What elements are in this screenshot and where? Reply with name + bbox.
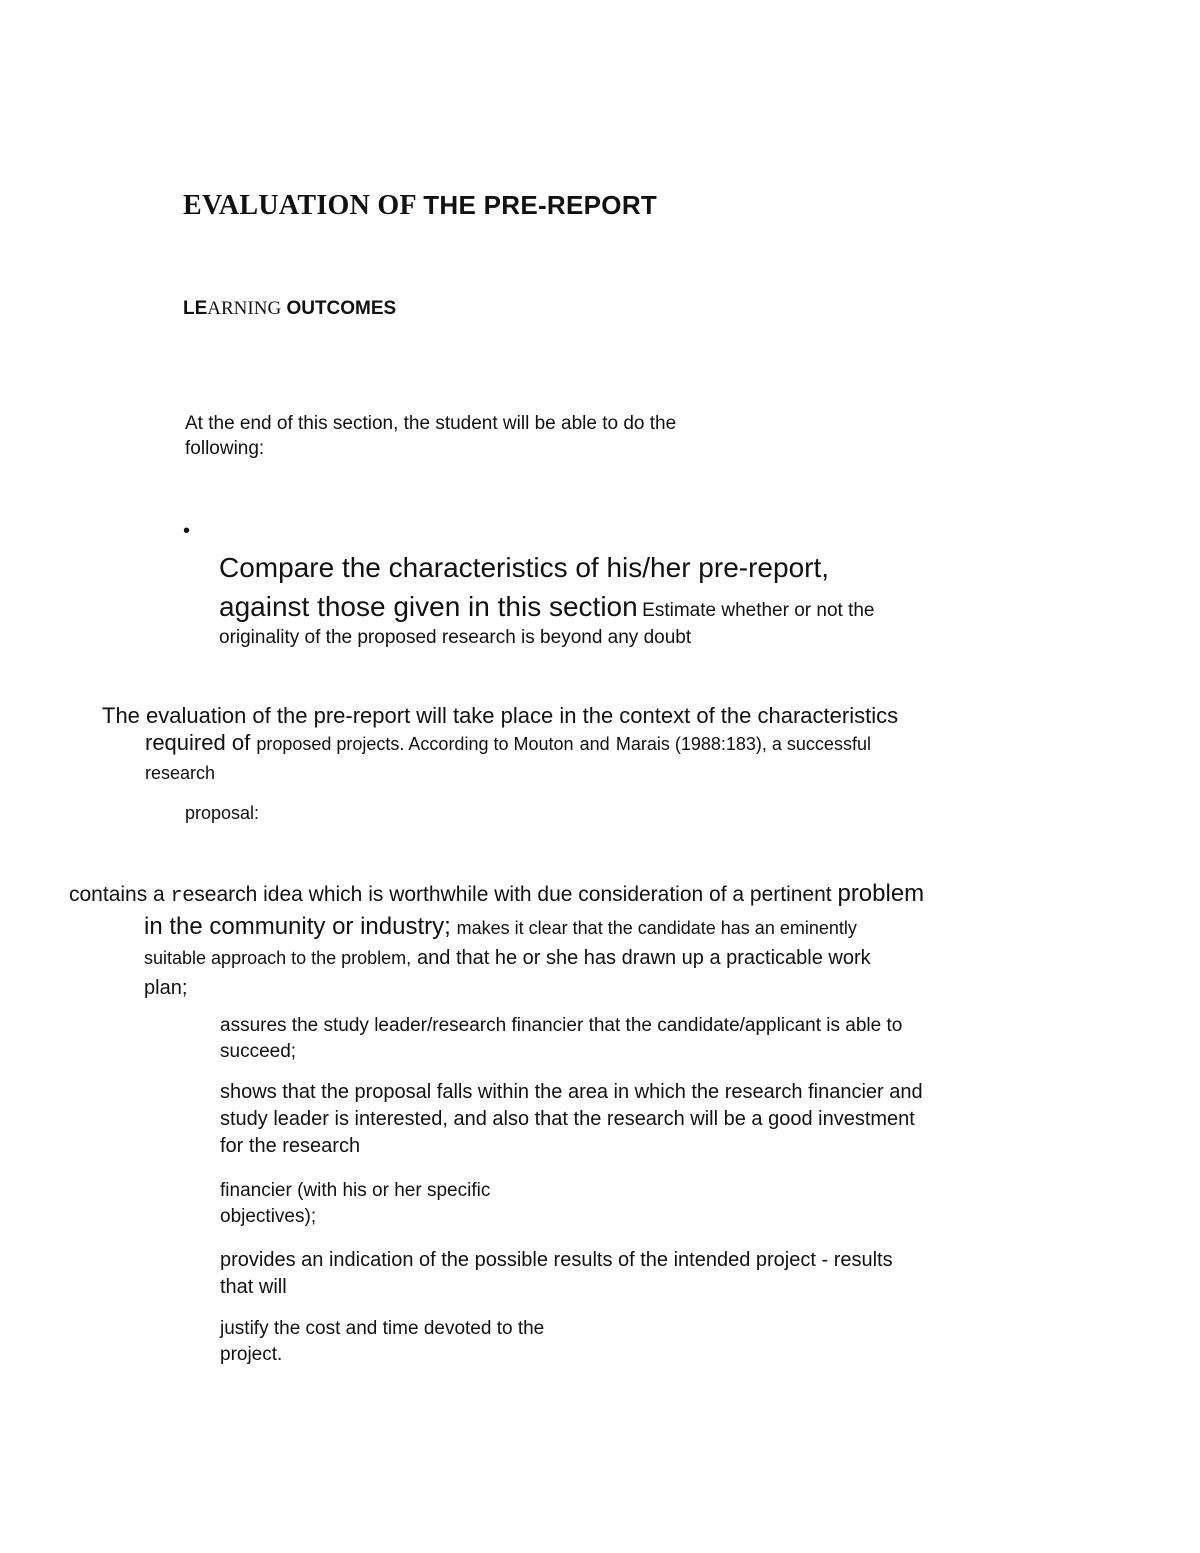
req1-line-4: plan;: [144, 977, 188, 999]
paragraph-line-1: The evaluation of the pre-report will take place in the context of the characteristics: [102, 703, 899, 728]
intro-paragraph: [185, 411, 676, 461]
title-serif-part: EVALUATION OF: [183, 190, 416, 221]
requirement-item-1: [69, 879, 924, 1003]
req5-line-2: that will: [220, 1276, 287, 1298]
requirement-item-3: [220, 1079, 923, 1160]
outcome-item: [219, 551, 875, 651]
paragraph-required: required: [145, 730, 226, 755]
outcome-line-1: Compare the characteristics of his/her pre-report,: [219, 552, 830, 583]
req1-contains: contains a: [69, 883, 171, 906]
paragraph-and: and: [579, 734, 610, 754]
requirement-item-6: [220, 1316, 544, 1368]
intro-line-2: following:: [185, 438, 265, 459]
requirement-item-4: [220, 1178, 490, 1230]
section-heading: [183, 298, 396, 320]
paragraph-line-2a: proposed projects. According to Mouton: [256, 734, 574, 754]
req1-mono-letter: r: [170, 885, 183, 908]
req2-line-1: assures the study leader/research financier that the candidate/applicant is able to: [220, 1015, 903, 1036]
req3-line-2: study leader is interested, and also that the research will be a good investment: [220, 1108, 915, 1130]
requirement-item-2: [220, 1013, 902, 1065]
intro-line-1: At the end of this section, the student will be able to do the: [185, 413, 677, 434]
paragraph-line-2b: Marais (1988:183), a successful: [615, 734, 871, 754]
bullet-icon: •: [183, 520, 191, 542]
req2-line-2: succeed;: [220, 1041, 297, 1062]
outcome-line-3: originality of the proposed research is beyond any doubt: [219, 627, 692, 648]
title-sans-part: THE PRE-REPORT: [423, 190, 658, 220]
outcome-line-2-small: Estimate whether or not the: [642, 600, 875, 621]
paragraph-line-3: research: [145, 763, 216, 783]
subhead-outcomes: OUTCOMES: [286, 298, 397, 319]
outcome-line-2-big: against those given in this section: [219, 591, 638, 622]
req3-line-3: for the research: [220, 1135, 361, 1157]
paragraph-of: of: [231, 730, 251, 755]
req1-line-1: esearch idea which is worthwhile with due consideration of a pertinent: [182, 883, 832, 906]
subhead-arning: ARNING: [207, 298, 282, 319]
subhead-le: LE: [183, 298, 208, 319]
req5-line-1: provides an indication of the possible results of the intended project - results: [220, 1249, 893, 1271]
req6-line-2: project.: [220, 1344, 283, 1365]
context-paragraph: [102, 702, 898, 787]
requirement-item-5: [220, 1247, 893, 1301]
proposal-label: proposal:: [185, 803, 260, 823]
req1-line-2-big: in the community or industry;: [144, 913, 451, 940]
req6-line-1: justify the cost and time devoted to the: [220, 1318, 545, 1339]
req1-line-2-small: makes it clear that the candidate has an eminently: [456, 918, 857, 938]
req1-line-3b: and that he or she has drawn up a practicable work: [417, 947, 871, 969]
req4-line-2: objectives);: [220, 1206, 317, 1227]
page-title: [183, 190, 657, 222]
req1-line-3a: suitable approach to the problem,: [144, 948, 412, 968]
req4-line-1: financier (with his or her specific: [220, 1180, 491, 1201]
req1-problem: problem: [837, 880, 925, 907]
req3-line-1: shows that the proposal falls within the area in which the research financier and: [220, 1081, 923, 1103]
